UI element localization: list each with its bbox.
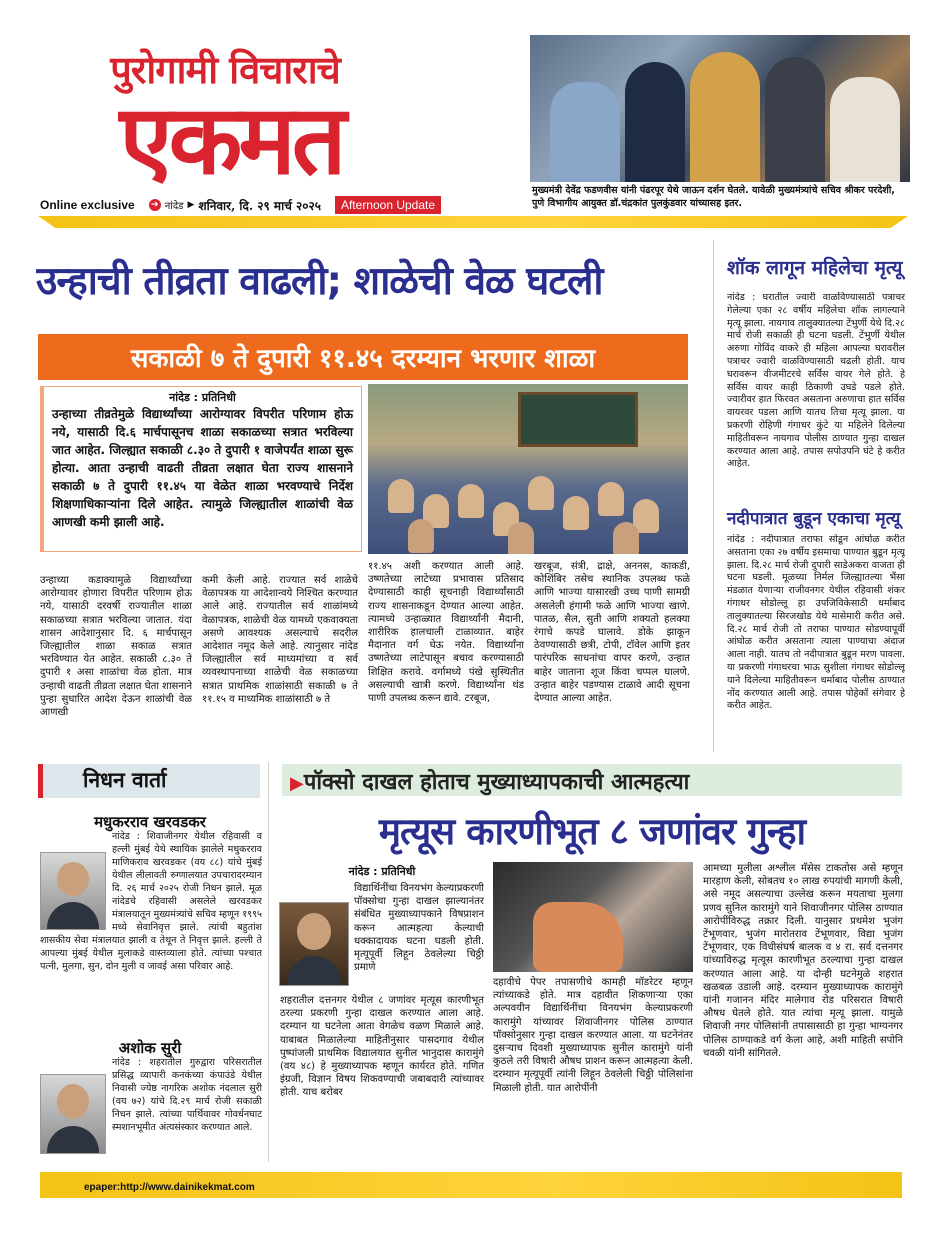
side2-headline: नदीपात्रात बुडून एकाचा मृत्यू [727,509,901,529]
obituary-2-name: अशोक सुरी [118,1039,182,1057]
lead-column-2: कमी केली आहे. राज्यात सर्व शाळेचे वेळापत्रक या आदेशान्वये निश्चित करण्यात आले आहे. राज्यातील सर्व शाळांमध्ये वेळापत्रक, शाळेची वेळ यामध्ये एकवाक्यता असणे आवश्यक असल्याचे सदरील आदेशात नमूद केले आहे. त्यानुसार नांदेड जिल्ह्यातील सर्व माध्यमांच्या व सर्व व्यवस्थापनाच्या शाळेची वेळ सकाळच्या सत्रात प्राथमिक शाळांसाठी सकाळी ७ ते ११.१५ व माध्यमिक शाळांसाठी ७ ते [202,575,358,705]
pocso-column-3: आमच्या मुलीला अश्लील मॅसेस टाकतोस असे म्हणून मारहाण केली, सोबतच १० लाख रुपयांची मागणी केली, असे नमूद असल्याचा उल्लेख करून मयताचा मुलगा प्रणव सुनिल कारामुंगे याने शिवाजीनगर पोलिस ठाण्यात आरोपींविरुद्ध तक्रार दिली. यानुसार प्रथमेश भुजंग टेंभूणवार, भुजंग मारोतराव टेंभूणवार, विद्या भुजंग टेंभूणवार, एक विधीसंघर्ष बालक व ४ रा. सर्व दत्तनगर यांच्याविरुद्ध मृत्यूस कारणीभूत ठरल्याचा गुन्हा दाखल करण्यात आला आहे. या दोन्ही घटनेमुळे शहरात खळबळ उडाली आहे. दरम्यान मुख्याध्यापक कारामुंगे यांनी गजानन मंदिर मालेगाव रोड परिसरात विषारी औषध घेतले होते. यात त्यांचा मृत्यू झाला. यामुळे शिवाजी नगर पोलिसांनी तपासासाठी हा गुन्हा भाग्यनगर पोलिस ठाण्याकडे वर्ग केला आहे, अशी माहिती सपोनि चवळी यांनी सांगितले. [703,863,903,1059]
lead-column-4: खरबूज, संत्री, द्राक्षे, अननस, काकडी, कोशिंबिर तसेच स्थानिक उपलब्ध फळे आणि भाज्या यासारखी उच्च पाणी सामग्री असलेली हंगामी फळे आणि भाज्या खाणे. पातळ, सैल, सुती आणि शक्यतो हलक्या रंगाचे कपडे घालावे. डोके झाकून ठेवण्यासाठी छत्री, टोपी, टॉवेल आणि इतर पारंपरिक साधनांचा वापर करणे, उन्हात बाहेर जाताना शूज किंवा चप्पल घालणे. उन्हात बाहेर पडण्यास टाळावे आदी सूचना देण्यात आल्या आहेत. [534,561,690,705]
obituary-section-label: निधन वार्ता [38,764,260,798]
headmaster-portrait [279,902,349,986]
play-icon: ▶ [187,200,195,210]
lead-subhead: सकाळी ७ ते दुपारी ११.४५ दरम्यान भरणार शाळा [38,334,688,380]
obituary-1-body: नांदेड : शिवाजीनगर येथील रहिवासी व हल्ली मुंबई येथे स्थायिक झालेले मधुकरराव माणिकराव खरवडकर (वय ८८) यांचे मुंबई येथील लीलावती रुग्णालयात उपचारादरम्यान दि. २६ मार्च २०२५ रोजी निधन झाले. मूळ नांदेडचे रहिवासी असलेले खरवडकर मंत्रालयातून मुख्यमंत्र्यांचे सचिव म्हणून १९९५ मध्ये सेवानिवृत्त झाले. त्यांची बहुतांश शासकीय सेवा मंत्रालयात झाली व तेथून ते निवृत्त झाले. हल्ली ते आपल्या मुंबई येथील मुलाकडे वास्तव्याला होते. त्यांच्या पश्चात पत्नी, मुलगा, सुन, दोन मुली व जावई असा परिवार आहे. [40,831,262,972]
pocso-column-2: दहावीचे पेपर तपासणीचे कामही मॉडरेटर म्हणून त्यांच्याकडे होते. मात्र दहावीत शिकणाऱ्या एका अल्पवयीन विद्यार्थिनींचा विनयभंग केल्याप्रकरणी कारामुंगे यांच्यावर शिवाजीनगर पोलिस ठाण्यात पॉक्सोनुसार गुन्हा दाखल करण्यात आला. या घटनेनंतर दुसऱ्याच दिवशी मुख्याध्यापक सुनील कारामुंगे यांनी कुठले तरी विषारी औषध प्राशन करून आत्महत्या केली. दरम्यान मृत्यूपूर्वी त्यांनी लिहून ठेवलेली चिठ्ठी पोलिसांना मिळाली होती. यात आरोपींनी [493,977,693,1094]
photo-caption: मुख्यमंत्री देवेंद्र फडणवीस यांनी पंढरपूर येथे जाऊन दर्शन घेतले. यावेळी मुख्यमंत्र्यांचे सचिव श्रीकर परदेशी, पुणे विभागीय आयुक्त डॉ.चंद्रकांत पुलकुंडवार यांच्यासह इतर. [532,185,895,209]
lead-column-1: उन्हाच्या कडाक्यामुळे विद्यार्थ्यांच्या आरोग्यावर होणारा विपरीत परिणाम होऊ नये, यासाठी दरवर्षी राज्यातील शाळा सकाळच्या सत्रात भरविल्या जातात. यंदा शासन आदेशानुसार दि. ६ मार्चपासून जिल्ह्यातील शाळा सकाळ सत्रात भरविण्यात येत आहेत. सकाळी ८.३० ते दुपारी १ असा शाळांचा वेळ होता. मात्र उन्हाची वाढती तीव्रता लक्षात घेता शासनाने पुन्हा सुधारित आदेश देऊन शाळांची वेळ आणखी [40,575,192,719]
masthead-tagline: पुरोगामी विचाराचे [110,47,340,92]
front-photo [530,35,910,182]
online-exclusive-label: Online exclusive [40,198,135,212]
lead-column-3: ११.४५ अशी करण्यात आली आहे. उष्णतेच्या लाटेच्या प्रभावास प्रतिसाद देण्यासाठी काही सूचनाही विद्यार्थ्यांसाठी राज्य शासनाकडून देण्यात आल्या आहेत. त्यामध्ये उन्हाळ्यात विद्यार्थ्यांनी मैदानी, शारीरिक हालचाली टाळाव्यात. बाहेर मैदानात वर्ग घेऊ नयेत. विद्यार्थ्यांना उष्णतेच्या लाटेपासून बचाव करण्यासाठी शिक्षित करावे. वर्गामध्ये पंखे सुस्थितीत असल्याची खात्री करणे. विद्यार्थ्यांना थंड पाणी उपलब्ध करून द्यावे. टरबूज, [368,561,524,705]
side1-headline: शॉक लागून महिलेचा मृत्यू [727,257,903,279]
edition-city: नांदेड [164,201,184,212]
lead-intro-box [40,386,362,552]
pocso-column-1a: विद्यार्थिनींचा विनयभंग केल्याप्रकरणी पॉक्सोचा गुन्हा दाखल झाल्यानंतर संबंधित मुख्याध्यापकाने विषप्राशन करून आत्महत्या केल्याची धक्कादायक घटना घडली होती. मृत्यूपूर्वी लिहून ठेवलेल्या चिठ्ठी प्रमाणे [354,883,484,974]
edition-bar [40,195,525,215]
pocso-column-1b: शहरातील दत्तनगर येथील ८ जणांवर मृत्यूस कारणीभूत ठरल्या प्रकरणी गुन्हा दाखल करण्यात आला आहे. दरम्यान या घटनेला आता वेगळेच वळण मिळाले आहे. याबाबत मिळालेल्या माहितीनुसार पासदगाव येथील पुष्पांजली प्राथमिक विद्यालयात सुनील भानुदास कारामुंगे (वय ४८) हे मुख्याध्यापक म्हणून कार्यरत होते. गणित इंग्रजी, विज्ञान विषय शिकवण्याची जबाबदारी त्यांच्यावर होती. याच बरोबर [280,995,484,1099]
victim-illustration [493,862,693,972]
lead-byline: नांदेड : प्रतिनिधी [169,391,236,404]
top-yellow-rule [38,216,908,228]
edition-date: शनिवार, दि. २९ मार्च २०२५ [198,198,321,213]
classroom-photo [368,384,688,554]
lead-headline: उन्हाची तीव्रता वाढली; शाळेची वेळ घटली [36,259,603,304]
column-divider-2 [268,762,269,1162]
column-divider [713,240,714,752]
obituary-1-name: मधुकरराव खरवडकर [94,813,206,831]
arrow-circle-icon: ➔ [149,199,161,211]
pocso-byline: नांदेड : प्रतिनिधी [348,865,416,878]
pocso-kicker-text: पॉक्सो दाखल होताच मुख्याध्यापकाची आत्महत्या [303,770,690,795]
masthead-logo: एकमत [119,83,343,196]
pocso-headline: मृत्यूस कारणीभूत ८ जणांवर गुन्हा [378,810,806,853]
triangle-icon: ▶ [290,773,304,794]
side2-body: नांदेड : नदीपात्रात तराफा सोडून आंघोळ करीत असताना एका २७ वर्षीय इसमाचा पाण्यात बुडून मृत्यू झाला. दि.२८ मार्च रोजी दुपारी साडेअकरा वाजता ही घटना घडली. मूळच्या निर्मल जिल्ह्यातल्या भैंसा मंडळात येणाऱ्या राजीवनगर येथील रहिवासी शंकर गंगाधर सोडोल्लू हा उपजिविकेसाठी धर्माबाद तालुक्यातल्या सिरजखोड येथे मासेमारी करीत असे. दि.२८ मार्च रोजी तो तराफा पाण्यात सोडण्यापूर्वी आंघोळ करीत असताना त्याला पाण्याचा अंदाज आला नाही. यातच तो नदीपात्रात बुडून मरण पावला. या प्रकरणी गंगाधरचा भाऊ सुशीला गंगाधर सोडोल्लू याने दिलेल्या माहितीवरून धर्माबाद पोलीस ठाण्यात नोंद करण्यात आली आहे. तपास पोहेकॉ संगेवार हे करीत आहेत. [727,534,905,712]
lead-intro: उन्हाच्या तीव्रतेमुळे विद्यार्थ्यांच्या आरोग्यावर विपरीत परिणाम होऊ नये, यासाठी दि.६ मार्चपासूनच शाळा सकाळच्या सत्रात भरविल्या जात आहेत. जिल्ह्यात सकाळी ८.३० ते दुपारी १ वाजेपर्यंत शाळा सुरू होत्या. आता उन्हाची वाढती तीव्रता लक्षात घेता राज्य शासनाने सकाळी ७ ते दुपारी ११.४५ या वेळेत शाळा भरवण्याचे निर्देश शिक्षणाधिकाऱ्यांना दिले आहेत. त्यामुळे जिल्ह्यातील शाळांची वेळ आणखी कमी झाली आहे. [52,407,353,529]
epaper-link[interactable]: epaper:http://www.dainikekmat.com [84,1182,255,1193]
afternoon-update-badge: Afternoon Update [335,196,441,214]
side1-body: नांदेड : घरातील ज्वारी वाळविण्यासाठी पत्राचर गेलेल्या एका २८ वर्षीय महिलेचा शॉक लागल्याने मृत्यू झाला. नायगाव तालुक्यातल्या टेंभुर्णी येथे दि.२८ मार्च रोजी सकाळी ही घटना घडली. टेंभुर्णी येथील अरुणा गोविंद वाकरे ही महिला आपल्या घरावरील पत्राचर ज्वारी वाळविण्यासाठी चढली होती. याच घरावरून वीजमीटरचे सर्विस वायर गेले होते. हे सर्विस वायर काही ठिकाणी उघडे पडले होते. ज्वारीवर हात फिरवत असताना अरुणाचा हात सर्विस वायरवर पडला आणि यातच तिचा मृत्यू झाला. या प्रकरणी रोहिणी गंगाधर कुंटे या महिलेने दिलेल्या माहितीवरून नायगाव पोलीस ठाण्यात गुन्हा दाखल करण्यात आला आहे. तपास सपोउपनि घंटे हे करीत आहेत. [727,292,905,470]
pocso-kicker [282,764,902,796]
obituary-2-body: नांदेड : शहरातील गुरुद्वारा परिसरातील प्रसिद्ध व्यापारी कनकंच्या कंपाउंडे येथील निवासी ज्येष्ठ नागरिक अशोक नंदलाल सुरी (वय ७२) यांचे दि.२९ मार्च रोजी सकाळी निधन झाले. त्यांच्या पार्थिवावर गोवर्धनघाट स्मशानभूमीत अंत्यसंस्कार करण्यात आले. [112,1057,262,1133]
